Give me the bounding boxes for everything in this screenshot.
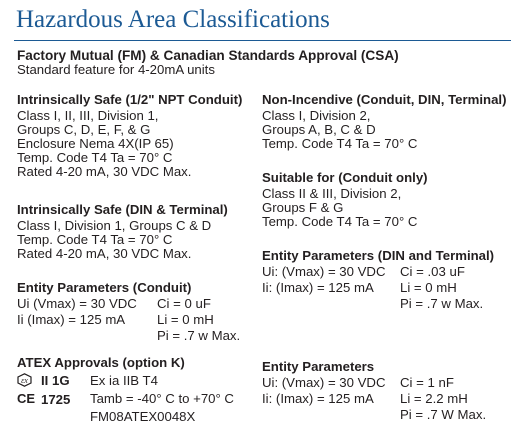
fm-csa-heading: Factory Mutual (FM) & Canadian Standards Approval (CSA) bbox=[17, 48, 399, 63]
entity-conduit-ci: Ci = 0 uF bbox=[157, 296, 211, 311]
entity-atex-li: Li = 2.2 mH bbox=[400, 391, 468, 406]
entity-din-ui: Ui: (Vmax) = 30 VDC bbox=[262, 264, 386, 279]
is-npt-line: Class I, II, III, Division 1, bbox=[17, 108, 159, 123]
entity-din-heading: Entity Parameters (DIN and Terminal) bbox=[262, 248, 495, 263]
ce-mark-icon: CE bbox=[17, 391, 36, 406]
atex-certificate: FM08ATEX0048X bbox=[90, 409, 196, 424]
entity-din-li: Li = 0 mH bbox=[400, 280, 457, 295]
entity-atex-ui: Ui: (Vmax) = 30 VDC bbox=[262, 375, 386, 390]
atex-heading: ATEX Approvals (option K) bbox=[17, 355, 185, 370]
entity-din-ii: Ii: (Imax) = 125 mA bbox=[262, 280, 374, 295]
entity-atex-pi: Pi = .7 W Max. bbox=[400, 407, 487, 422]
is-npt-line: Rated 4-20 mA, 30 VDC Max. bbox=[17, 164, 192, 179]
ni-line: Temp. Code T4 Ta = 70° C bbox=[262, 136, 418, 151]
atex-desc-1: Ex ia IIB T4 bbox=[90, 373, 158, 388]
suitable-details bbox=[262, 187, 417, 229]
entity-din-pi: Pi = .7 w Max. bbox=[400, 296, 484, 311]
page-title: Hazardous Area Classifications bbox=[16, 6, 330, 33]
ni-line: Class I, Division 2, bbox=[262, 108, 371, 123]
is-npt-heading: Intrinsically Safe (1/2" NPT Conduit) bbox=[17, 92, 243, 107]
atex-desc-2: Tamb = -40° C to +70° C bbox=[90, 391, 234, 406]
is-npt-details bbox=[17, 109, 191, 179]
suitable-heading: Suitable for (Conduit only) bbox=[262, 170, 428, 185]
entity-conduit-ui: Ui (Vmax) = 30 VDC bbox=[17, 296, 137, 311]
entity-conduit-ii: Ii (Imax) = 125 mA bbox=[17, 312, 126, 327]
is-npt-line: Temp. Code T4 Ta = 70° C bbox=[17, 150, 173, 165]
is-npt-line: Enclosure Nema 4X(IP 65) bbox=[17, 136, 174, 151]
entity-conduit-li: Li = 0 mH bbox=[157, 312, 214, 327]
entity-conduit-heading: Entity Parameters (Conduit) bbox=[17, 280, 192, 295]
suitable-line: Class II & III, Division 2, bbox=[262, 186, 402, 201]
entity-atex-heading: Entity Parameters bbox=[262, 359, 375, 374]
suitable-line: Groups F & G bbox=[262, 200, 344, 215]
is-npt-line: Groups C, D, E, F, & G bbox=[17, 122, 151, 137]
ex-hexagon-icon bbox=[17, 373, 32, 387]
suitable-line: Temp. Code T4 Ta = 70° C bbox=[262, 214, 418, 229]
is-din-details bbox=[17, 219, 211, 261]
ni-heading: Non-Incendive (Conduit, DIN, Terminal) bbox=[262, 92, 507, 107]
atex-marking-group: II 1G bbox=[41, 373, 70, 388]
entity-atex-ci: Ci = 1 nF bbox=[400, 375, 454, 390]
is-din-heading: Intrinsically Safe (DIN & Terminal) bbox=[17, 202, 228, 217]
is-din-line: Temp. Code T4 Ta = 70° C bbox=[17, 232, 173, 247]
atex-notified-body: 1725 bbox=[41, 392, 71, 407]
fm-csa-subheading: Standard feature for 4-20mA units bbox=[17, 62, 215, 77]
is-din-line: Class I, Division 1, Groups C & D bbox=[17, 218, 212, 233]
svg-text:εx: εx bbox=[21, 376, 28, 385]
title-divider bbox=[14, 40, 511, 41]
ni-details bbox=[262, 109, 417, 151]
entity-atex-ii: Ii: (Imax) = 125 mA bbox=[262, 391, 374, 406]
is-din-line: Rated 4-20 mA, 30 VDC Max. bbox=[17, 246, 192, 261]
entity-din-ci: Ci = .03 uF bbox=[400, 264, 465, 279]
entity-conduit-pi: Pi = .7 w Max. bbox=[157, 328, 241, 343]
ni-line: Groups A, B, C & D bbox=[262, 122, 376, 137]
